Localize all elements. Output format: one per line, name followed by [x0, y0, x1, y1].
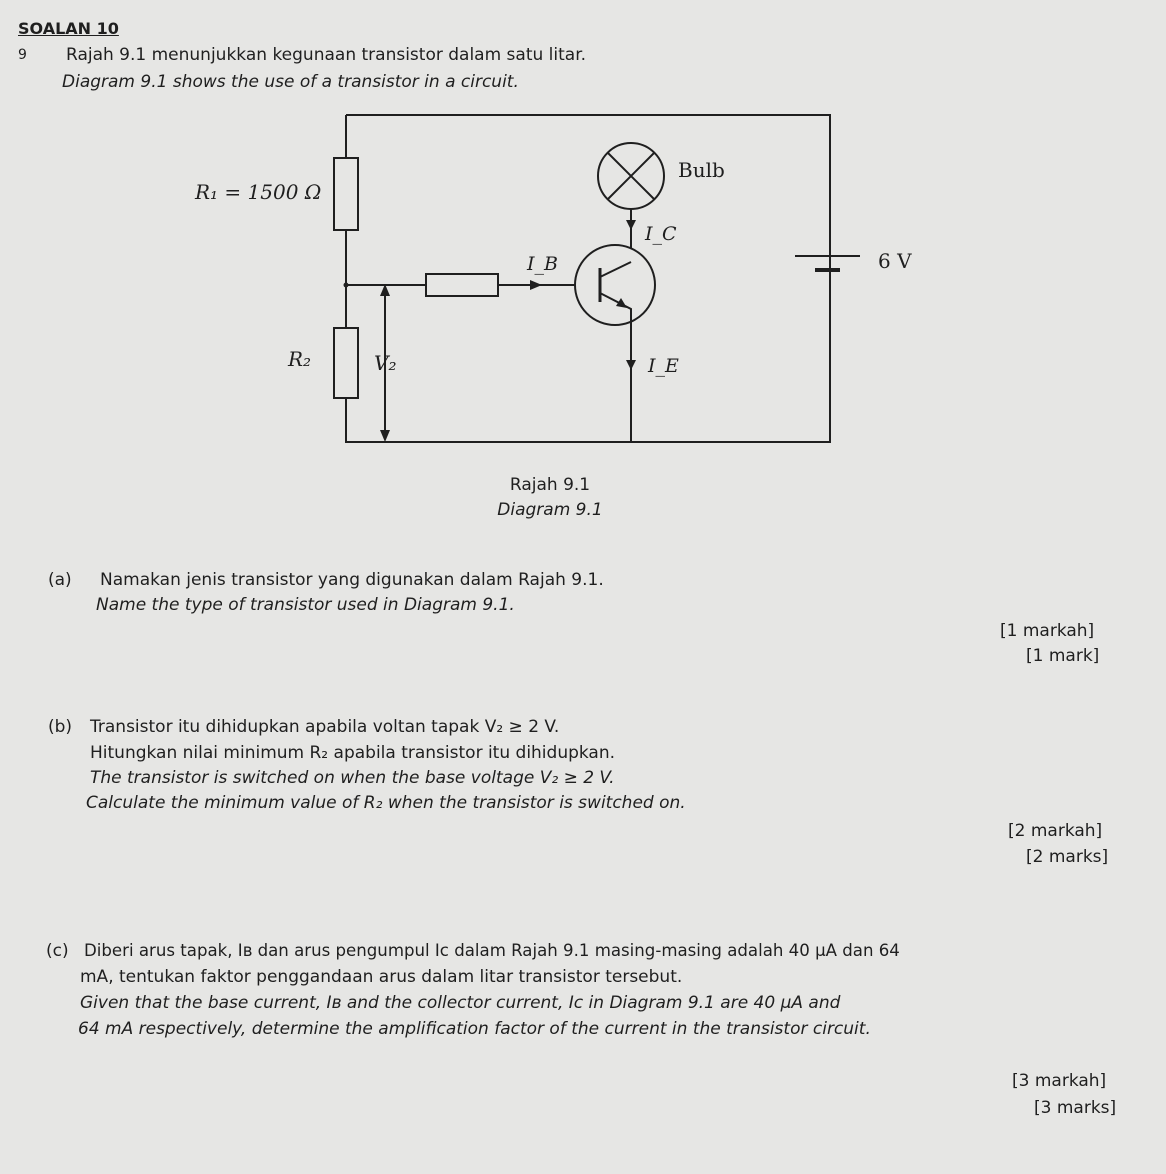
circuit-diagram	[0, 0, 1166, 540]
caption-malay: Rajah 9.1	[509, 475, 591, 495]
part-c-english-1: Given that the base current, Iʙ and the collector current, Iᴄ in Diagram 9.1 are 40 μA and	[80, 993, 841, 1013]
v2-arrow-down	[380, 430, 390, 442]
intro-english: Diagram 9.1 shows the use of a transistor in a circuit.	[62, 72, 519, 92]
section-heading: SOALAN 10	[18, 19, 119, 38]
part-c-marks-english: [3 marks]	[1034, 1098, 1117, 1118]
part-c-malay-1: Diberi arus tapak, Iʙ dan arus pengumpul Iᴄ dalam Rajah 9.1 masing-masing adalah 40 μA dan 64	[84, 941, 900, 960]
part-a-marks-malay: [1 markah]	[1000, 621, 1095, 641]
junction-dot	[344, 283, 349, 288]
ie-label: I_E	[648, 355, 679, 377]
caption-english: Diagram 9.1	[497, 500, 603, 520]
part-b-english-1: The transistor is switched on when the base voltage V₂ ≥ 2 V.	[90, 768, 615, 788]
transistor-symbol	[575, 245, 655, 325]
ie-arrow	[626, 360, 636, 370]
r1-label: R₁ = 1500 Ω	[195, 180, 322, 204]
resistor-r2	[334, 328, 358, 398]
part-b-malay-1: Transistor itu dihidupkan apabila voltan tapak V₂ ≥ 2 V.	[90, 717, 560, 737]
part-b-english-2: Calculate the minimum value of R₂ when the transistor is switched on.	[86, 793, 686, 813]
part-a-label: (a)	[48, 570, 72, 590]
part-a-malay: Namakan jenis transistor yang digunakan dalam Rajah 9.1.	[100, 570, 604, 590]
part-c-label: (c)	[46, 941, 69, 961]
part-c-malay-2: mA, tentukan faktor penggandaan arus dalam litar transistor tersebut.	[80, 967, 683, 987]
ic-label: I_C	[645, 223, 677, 245]
intro-malay: Rajah 9.1 menunjukkan kegunaan transistor dalam satu litar.	[66, 45, 587, 65]
ib-label: I_B	[527, 253, 558, 275]
part-b-marks-malay: [2 markah]	[1008, 821, 1103, 841]
resistor-base	[426, 274, 498, 296]
part-c-english-2: 64 mA respectively, determine the amplification factor of the current in the transistor circuit.	[78, 1019, 871, 1039]
part-b-label: (b)	[48, 717, 73, 737]
question-number: 9	[18, 47, 27, 63]
part-c-marks-malay: [3 markah]	[1012, 1071, 1107, 1091]
bulb-label: Bulb	[678, 158, 725, 182]
part-b-marks-english: [2 marks]	[1026, 847, 1109, 867]
resistor-r1	[334, 158, 358, 230]
v2-label: V₂	[374, 351, 397, 375]
ib-arrow	[530, 280, 542, 290]
part-a-marks-english: [1 mark]	[1026, 646, 1100, 666]
part-a-english: Name the type of transistor used in Diagram 9.1.	[96, 595, 515, 615]
r2-label: R₂	[288, 347, 312, 371]
ic-arrow	[626, 220, 636, 230]
part-b-malay-2: Hitungkan nilai minimum R₂ apabila transistor itu dihidupkan.	[90, 743, 616, 763]
battery-label: 6 V	[878, 249, 912, 273]
